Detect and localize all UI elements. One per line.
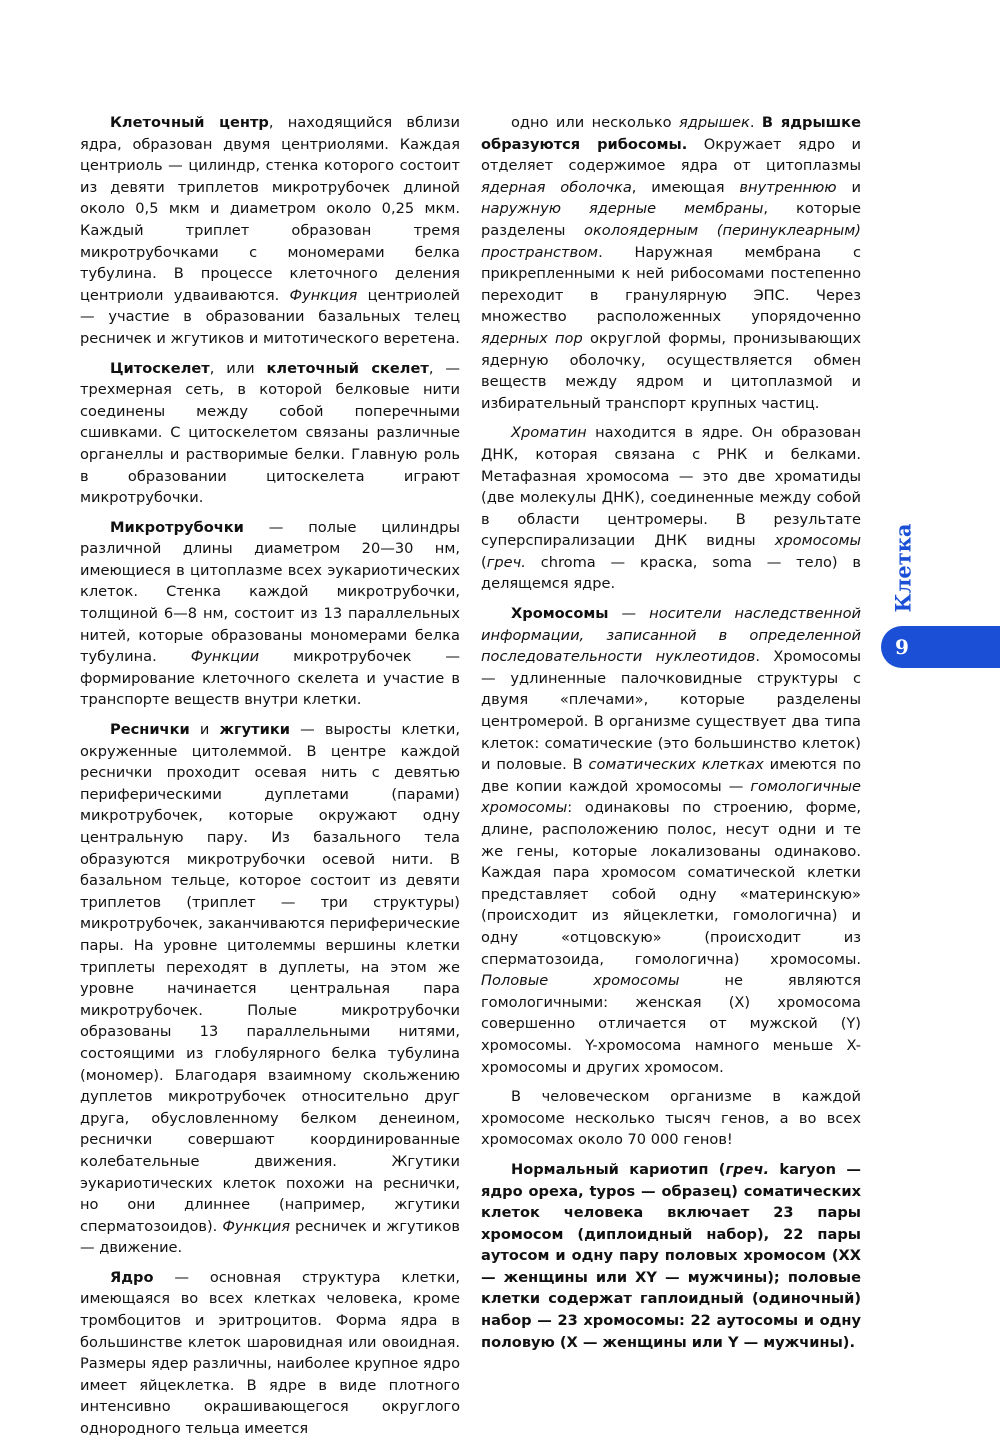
- paragraph: В человеческом организме в каждой хромосоме несколько тысяч генов, а во всех хромосомах около 70 000 генов!: [481, 1088, 861, 1149]
- paragraph: Хромосомы — носители наследственной информации, записанной в определенной последовательности нуклеотидов. Хромосомы — удлиненные палочковидные структуры с двумя «плечами», которые разделены центромерой. В организме существует два типа клеток: соматические (это большинство клеток) и половые. В соматических клетках имеются по две копии каждой хромосомы — гомологичные хромосомы: одинаковы по строению, форме, длине, расположению полос, несут одни и те же гены, которые локализованы одинаково. Каждая пара хромосом соматической клетки представляет собой одну «материнскую» (происходит из яйцеклетки, гомологична) и одну «отцовскую» (происходит из сперматозоида, гомологична) хромосомы. Половые хромосомы не являются гомологичными: женская (X) хромосома совершенно отличается от мужской (Y) хромосомы. Y-хромосома намного меньше X-хромосомы и других хромосом.: [481, 605, 862, 1076]
- section-label: [887, 523, 919, 613]
- paragraph: Хроматин находится в ядре. Он образован ДНК, которая связана с РНК и белками. Метафазная хромосома — это две хроматиды (две молекулы ДНК), соединенные между собой в области центромеры. В результате суперспирализации ДНК видны хромосомы (греч. chroma — краска, soma — тело) в делящемся ядре.: [481, 424, 861, 593]
- paragraph: одно или несколько ядрышек. В ядрышке образуются рибосомы. Окружает ядро и отделяет содержимое ядра от цитоплазмы ядерная оболочка, имеющая внутреннюю и наружную ядерные мембраны, которые разделены околоядерным (перинуклеарным) пространством. Наружная мембрана с прикрепленными к ней рибосомами постепенно переходит в гранулярную ЭПС. Через множество расположенных упорядоченно ядерных пор округлой формы, пронизывающих ядерную оболочку, осуществляется обмен веществ между ядром и цитоплазмой и избирательный транспорт крупных частиц.: [481, 114, 861, 412]
- page-number: 9: [895, 635, 909, 659]
- paragraph: Ядро — основная структура клетки, имеющаяся во всех клетках человека, кроме тромбоцитов и эритроцитов. Форма ядра в большинстве клеток шаровидная или овоидная. Размеры ядер различны, наиболее крупное ядро имеет яйцеклетка. В ядре в виде плотного интенсивно окрашивающегося округлого однородного тельца имеется: [80, 1268, 460, 1438]
- paragraph: Микротрубочки — полые цилиндры различной длины диаметром 20—30 нм, имеющиеся в цитоплазме всех эукариотических клеток. Стенка каждой микротрубочки, толщиной 6—8 нм, состоит из 13 параллельных нитей, которые образованы мономерами белка тубулина. Функции микротрубочек — формирование клеточного скелета и участие в транспорте веществ внутри клетки.: [80, 518, 460, 709]
- paragraph: Реснички и жгутики — выросты клетки, окруженные цитолеммой. В центре каждой реснички проходит осевая нить с девятью периферическими дуплетами (парами) микротрубочек, которые окружают одну центральную пару. Из базального тела образуются микротрубочки осевой нити. В базальном тельце, которое состоит из девяти триплетов (триплет — три структуры) микротрубочек, заканчиваются периферические пары. На уровне цитолеммы вершины клетки триплеты переходят в дуплеты, на этом же уровне начинается центральная пара микротрубочек. Полые микротрубочки образованы 13 параллельными нитями, состоящими из глобулярного белка тубулина (мономер). Благодаря взаимному скольжению дуплетов микротрубочек относительно друг друга, обусловленному белком денеином, реснички совершают координированные колебательные движения. Жгутики эукариотических клеток похожи на реснички, но они длиннее (например, жгутики сперматозоидов). Функция ресничек и жгутиков — движение.: [80, 721, 460, 1257]
- section-label-text: Клетка: [890, 523, 916, 613]
- paragraph: Нормальный кариотип (греч. karyon — ядро ореха, typos — образец) соматических клеток человека включает 23 пары хромосом (диплоидный набор), 22 пары аутосом и одну пару половых хромосом (XX — женщины или XY — мужчины); половые клетки содержат гаплоидный (одиночный) набор — 23 хромосомы: 22 аутосомы и одну половую (X — женщины или Y — мужчины).: [481, 1160, 862, 1351]
- right-text-column: [481, 112, 861, 1361]
- left-text-column: [80, 112, 460, 1448]
- paragraph: Клеточный центр, находящийся вблизи ядра, образован двумя центриолями. Каждая центриоль — цилиндр, стенка которого состоит из девяти триплетов микротрубочек длиной около 0,5 мкм и диаметром около 0,25 мкм. Каждый триплет образован тремя микротрубочками с мономерами белка тубулина. В процессе клеточного деления центриоли удваиваются. Функция центриолей — участие в образовании базальных телец ресничек и жгутиков и митотического веретена.: [80, 114, 461, 347]
- paragraph: Цитоскелет, или клеточный скелет, — трехмерная сеть, в которой белковые нити соединены между собой поперечными сшивками. С цитоскелетом связаны различные органеллы и растворимые белки. Главную роль в образовании цитоскелета играют микротрубочки.: [80, 359, 460, 507]
